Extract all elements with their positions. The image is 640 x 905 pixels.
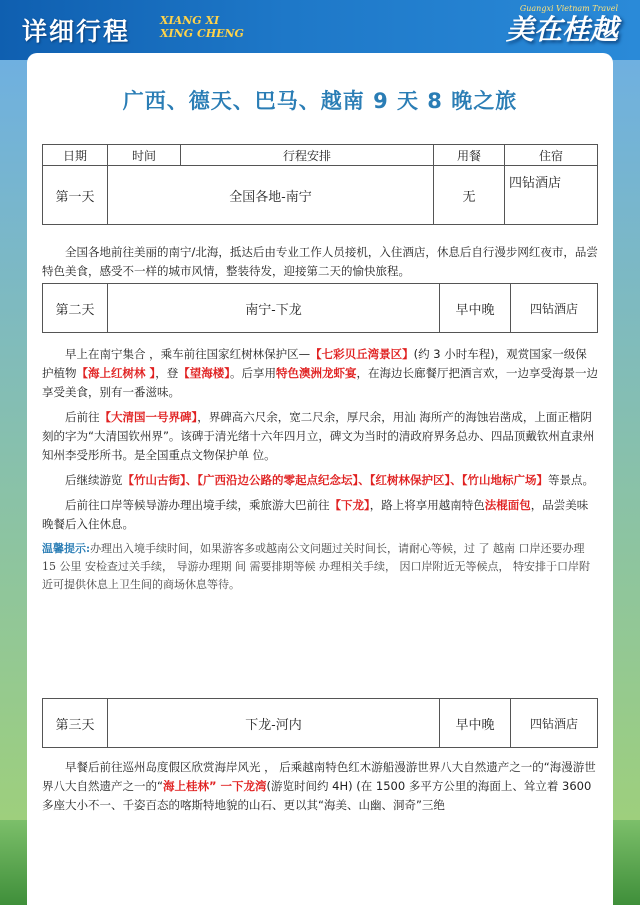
spot-mangrove-reserve: 【红树林保护区】 — [369, 473, 451, 487]
hotel-cell: 四钻酒店 — [511, 284, 598, 333]
day1-description — [42, 243, 598, 287]
schedule-table-day3 — [42, 698, 598, 748]
itinerary-card — [27, 53, 613, 905]
tip-text: 办理出入境手续时间，如果游客多或越南公文问题过关时间长，请耐心等候，过 了 越南 口岸还要办理 15 公里 安检查过关手续， 导游办理期 间 需要排期等候 办理相关手续， 因口岸附近无等候点， 特安排于口岸附近可提供休息上卫生间的商场休息等待。 — [42, 542, 590, 591]
schedule-table-day2 — [42, 283, 598, 333]
schedule-table-top — [42, 144, 598, 225]
spot-qicai-beiqiu: 【七彩贝丘湾景区】 — [310, 347, 414, 361]
meal-cell: 早中晚 — [440, 699, 511, 748]
route-cell: 南宁-下龙 — [108, 284, 440, 333]
header-pinyin-line2: XING CHENG — [160, 27, 244, 40]
table-row — [43, 699, 598, 748]
header-date: 日期 — [43, 145, 108, 166]
spot-halong-bay: 海上桂林” 一下龙湾 — [162, 779, 267, 793]
header-meal: 用餐 — [434, 145, 505, 166]
route-cell: 下龙-河内 — [108, 699, 440, 748]
header-pinyin-line1: XIANG XI — [160, 14, 220, 27]
table-row — [43, 166, 598, 225]
spot-boundary-marker: 【大清国一号界碑】 — [99, 410, 198, 424]
spot-halong: 【下龙】 — [329, 498, 370, 512]
header-time: 时间 — [108, 145, 181, 166]
lobster-feast: 特色澳洲龙虾宴 — [276, 366, 357, 380]
tip-label: 温馨提示: — [42, 542, 91, 555]
header-hotel: 住宿 — [505, 145, 598, 166]
table-header-row — [43, 145, 598, 166]
day3-description — [42, 758, 598, 821]
spot-zhushan-street: 【竹山古街】 — [122, 473, 186, 487]
baguette-meal: 法棍面包 — [484, 498, 531, 512]
spot-zero-point-altar: 【广西沿边公路的零起点纪念坛】 — [197, 473, 359, 487]
table-row — [43, 284, 598, 333]
spot-mangrove: 【海上红树林 】 — [76, 366, 156, 380]
background-left — [0, 60, 30, 840]
header-title: 详细行程 — [22, 17, 131, 46]
spot-zhushan-square: 【竹山地标广场】 — [461, 473, 548, 487]
trip-title: 广西、德天、巴马、越南 9 天 8 晚之旅 — [122, 89, 518, 113]
hotel-cell: 四钻酒店 — [511, 699, 598, 748]
spot-wanghai-tower: 【望海楼】 — [178, 366, 231, 380]
day-cell: 第二天 — [43, 284, 108, 333]
meal-cell: 早中晚 — [440, 284, 511, 333]
background-right — [610, 60, 640, 840]
day-cell: 第三天 — [43, 699, 108, 748]
header-pinyin — [160, 14, 244, 40]
travel-tip — [42, 540, 598, 594]
day2-paragraph-1: 早上在南宁集合 ，乘车前往国家红树林保护区—【七彩贝丘湾景区】(约 3 小时车程)，观赏国家一级保护植物【海上红树林 】，登【望海楼】。后享用特色澳洲龙虾宴，在海边长廊餐厅把酒言欢，一边享受海景一边享受美食，别有一番滋味。 — [42, 347, 599, 399]
day2-description — [42, 345, 598, 600]
route-cell: 全国各地-南宁 — [108, 166, 434, 225]
day2-paragraph-3: 后继续游览【竹山古街】、【广西沿边公路的零起点纪念坛】、【红树林保护区】、【竹山地标广场】等景点。 — [65, 473, 594, 487]
day-cell: 第一天 — [43, 166, 108, 225]
day2-paragraph-4: 后前往口岸等候导游办理出境手续，乘旅游大巴前往【下龙】，路上将享用越南特色法棍面包，品尝美味晚餐后入住休息。 — [42, 498, 589, 531]
meal-cell: 无 — [434, 166, 505, 225]
day3-paragraph-1: 早餐后前往巡州岛度假区欣赏海岸风光 ， 后乘越南特色红木游船漫游世界八大自然遗产之一的“海漫游世界八大自然遗产之一的“海上桂林” 一下龙湾(游览时间约 4H) (在 1500 多平方公里的海面上、耸立着 3600 多座大小不一、千姿百态的喀斯特地貌的山石、更以其“海美、山幽、洞奇”三绝 — [42, 760, 596, 812]
header-schedule: 行程安排 — [181, 145, 434, 166]
logo-subtitle: Guangxi Vietnam Travel — [519, 4, 618, 13]
day1-text: 全国各地前往美丽的南宁/北海，抵达后由专业工作人员接机，入住酒店，休息后自行漫步网红夜市，品尝 特色美食，感受不一样的城市风情，整装待发，迎接第二天的愉快旅程。 — [42, 245, 598, 278]
hotel-cell: 四钻酒店 — [505, 166, 598, 225]
day2-paragraph-2: 后前往【大清国一号界碑】，界碑高六尺余，宽二尺余，厚尺余，用汕 海所产的海蚀岩凿成，上面正楷阴刻的字为“大清国钦州界”。该碑于清光绪十六年四月立，碑文为当时的清政府界务总办、四品顶戴钦州直隶州知州李受彤所书。是全国重点文物保护单 位。 — [42, 410, 595, 462]
brand-logo: 美在桂越 — [505, 13, 618, 46]
